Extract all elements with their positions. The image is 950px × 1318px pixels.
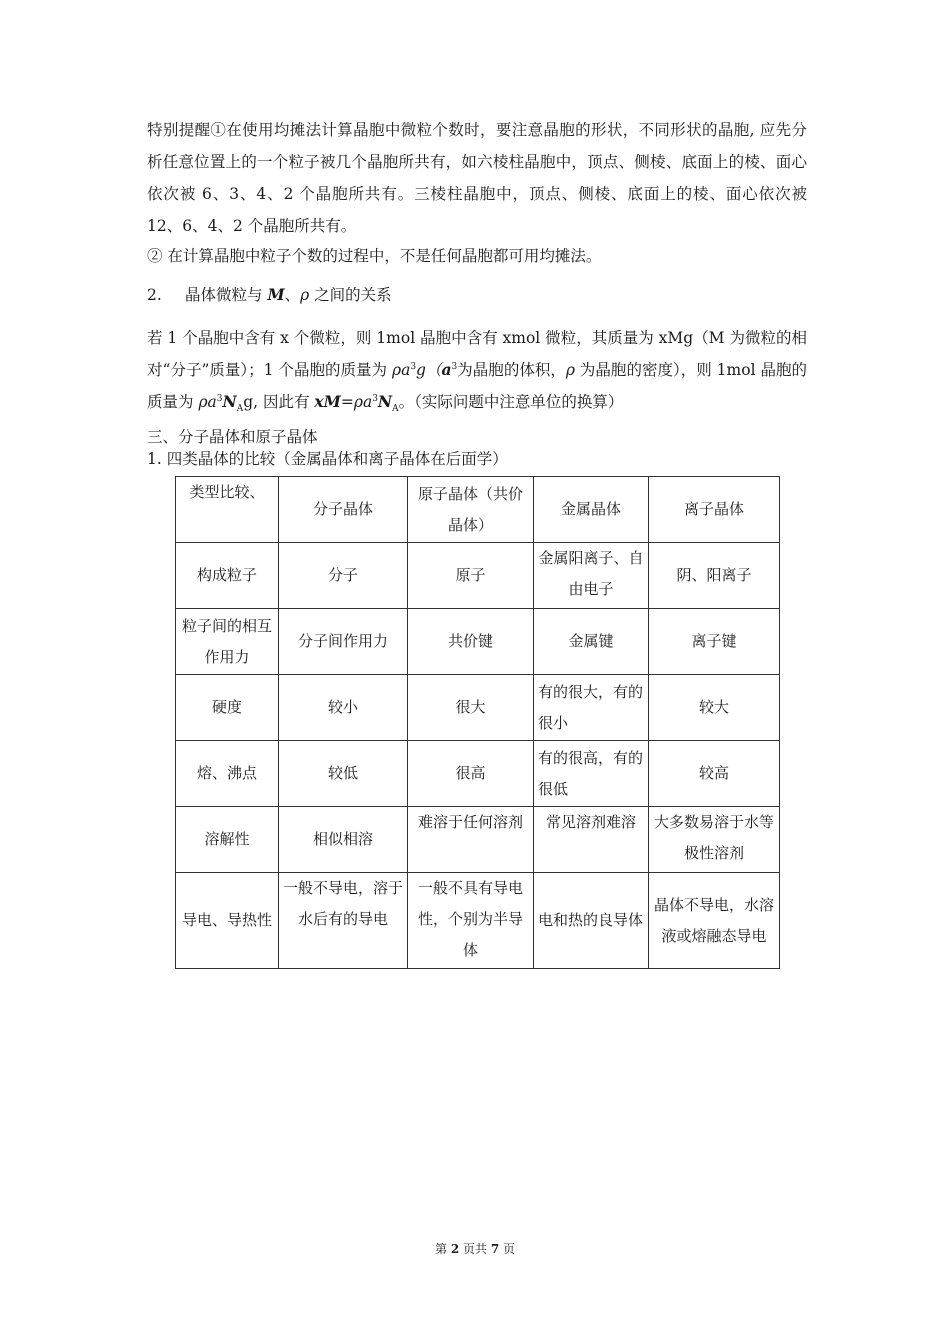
avogadro-subscript: A [236,404,244,415]
footer-text-end: 页 [499,1242,515,1256]
table-cell: 分子 [279,543,408,609]
table-row [176,609,780,675]
table-cell: 有的很高，有的很低 [534,741,649,807]
relation-text-5: g, 因此有 [243,393,315,411]
table-cell: 较低 [279,741,408,807]
equals-sign: = [340,393,354,411]
page-number: 2 [450,1242,460,1256]
table-row [176,543,780,609]
cube-superscript-2: 3 [451,362,458,372]
table-cell: 有的很大，有的很小 [534,675,649,741]
table-cell: 分子间作用力 [279,609,408,675]
table-cell: 大多数易溶于水等极性溶剂 [649,807,780,873]
table-caption: 1. 四类晶体的比较（金属晶体和离子晶体在后面学） [147,450,508,468]
table-cell: 原子 [408,543,534,609]
table-cell: 离子键 [649,609,780,675]
xM-symbol: xM [314,392,341,411]
section-number: 2. [147,286,162,304]
table-cell-text: 金属阳离子、自由电子 [538,549,644,598]
table-row [176,675,780,741]
table-cell-text: 一般不导电，溶于水后有的导电 [283,879,403,928]
table-cell: 晶体不导电，水溶液或熔融态导电 [649,873,780,969]
table-header-cell: 离子晶体 [649,477,780,543]
cube-superscript: 3 [410,362,417,372]
table-row-label: 硬度 [176,675,279,741]
table-cell: 难溶于任何溶剂 [408,807,534,873]
table-row [176,807,780,873]
table-cell: 较高 [649,741,780,807]
section-heading-3: 三、分子晶体和原子晶体 [147,428,318,446]
table-cell [408,873,534,969]
rho-a-symbol-3: ρa [353,393,373,411]
relation-text-6: 。（实际问题中注意单位的换算） [398,393,624,411]
table-header-cell: 类型比较、 [176,477,279,543]
table-cell: 常见溶剂难溶 [534,807,649,873]
tip-paragraph: 特别提醒①在使用均摊法计算晶胞中微粒个数时，要注意晶胞的形状，不同形状的晶胞, 应先分析任意位置上的一个粒子被几个晶胞所共有，如六棱柱晶胞中，顶点、侧棱、底面上的棱、面心依次被 6、3、4、2 个晶胞所共有。三棱柱晶胞中，顶点、侧棱、底面上的棱、面心依次被 12、6、4、2 个晶胞所共有。 [147,121,807,235]
rho-a-symbol-2: ρa [198,393,217,411]
table-row-label: 粒子间的相互作用力 [176,609,279,675]
table-cell: 金属键 [534,609,649,675]
table-row [176,741,780,807]
table-cell: 共价键 [408,609,534,675]
symbol-M: M [267,285,285,304]
table-header-cell: 原子晶体（共价晶体） [408,477,534,543]
section-heading-2 [147,283,392,305]
a-symbol: a [441,360,452,379]
table-row [176,873,780,969]
table-cell: 较大 [649,675,780,741]
table-cell: 相似相溶 [279,807,408,873]
relation-text-3: 为晶胞的体积， [457,361,566,379]
relation-text-2: g（ [416,361,442,379]
table-cell: 电和热的良导体 [534,873,649,969]
tip-paragraph-2: ② 在计算晶胞中粒子个数的过程中，不是任何晶胞都可用均摊法。 [147,247,602,265]
table-header-cell: 金属晶体 [534,477,649,543]
relation-paragraph [147,322,807,418]
table-cell: 阴、阳离子 [649,543,780,609]
table-row-label: 溶解性 [176,807,279,873]
table-cell: 很高 [408,741,534,807]
cube-superscript-3: 3 [216,394,223,404]
cube-superscript-4: 3 [372,394,378,404]
relation-text-4: 为晶胞的密度），则 1mol 晶胞的质量为 [147,361,807,411]
page-footer [0,1240,950,1257]
footer-text-mid: 页共 [459,1242,491,1256]
table-cell [279,873,408,969]
section-text: 晶体微粒与 [185,286,268,304]
footer-text: 第 [434,1242,451,1256]
table-header-cell: 分子晶体 [279,477,408,543]
avogadro-subscript-2: A [392,404,399,415]
table-cell-text: 一般不具有导电性，个别为半导体 [417,879,523,959]
table-row-label: 构成粒子 [176,543,279,609]
table-cell: 较小 [279,675,408,741]
table-row-label: 导电、导热性 [176,873,279,969]
page-total: 7 [490,1242,500,1256]
crystal-comparison-table [175,476,780,969]
symbol-rho: ρ [300,286,310,304]
table-row-label: 熔、沸点 [176,741,279,807]
table-cell: 很大 [408,675,534,741]
rho-symbol: ρ [565,361,575,379]
table-cell [534,543,649,609]
avogadro-symbol-2: N [377,392,393,411]
relation-text-1: 若 1 个晶胞中含有 x 个微粒，则 1mol 晶胞中含有 xmol 微粒，其质量为 xMg（M 为微粒的相对“分子”质量）；1 个晶胞的质量为 [147,329,807,379]
separator: 、 [284,286,301,304]
table-header-row [176,477,780,543]
avogadro-symbol: N [222,392,237,411]
section-text-tail: 之间的关系 [309,286,392,304]
rho-a-symbol: ρa [391,361,411,379]
